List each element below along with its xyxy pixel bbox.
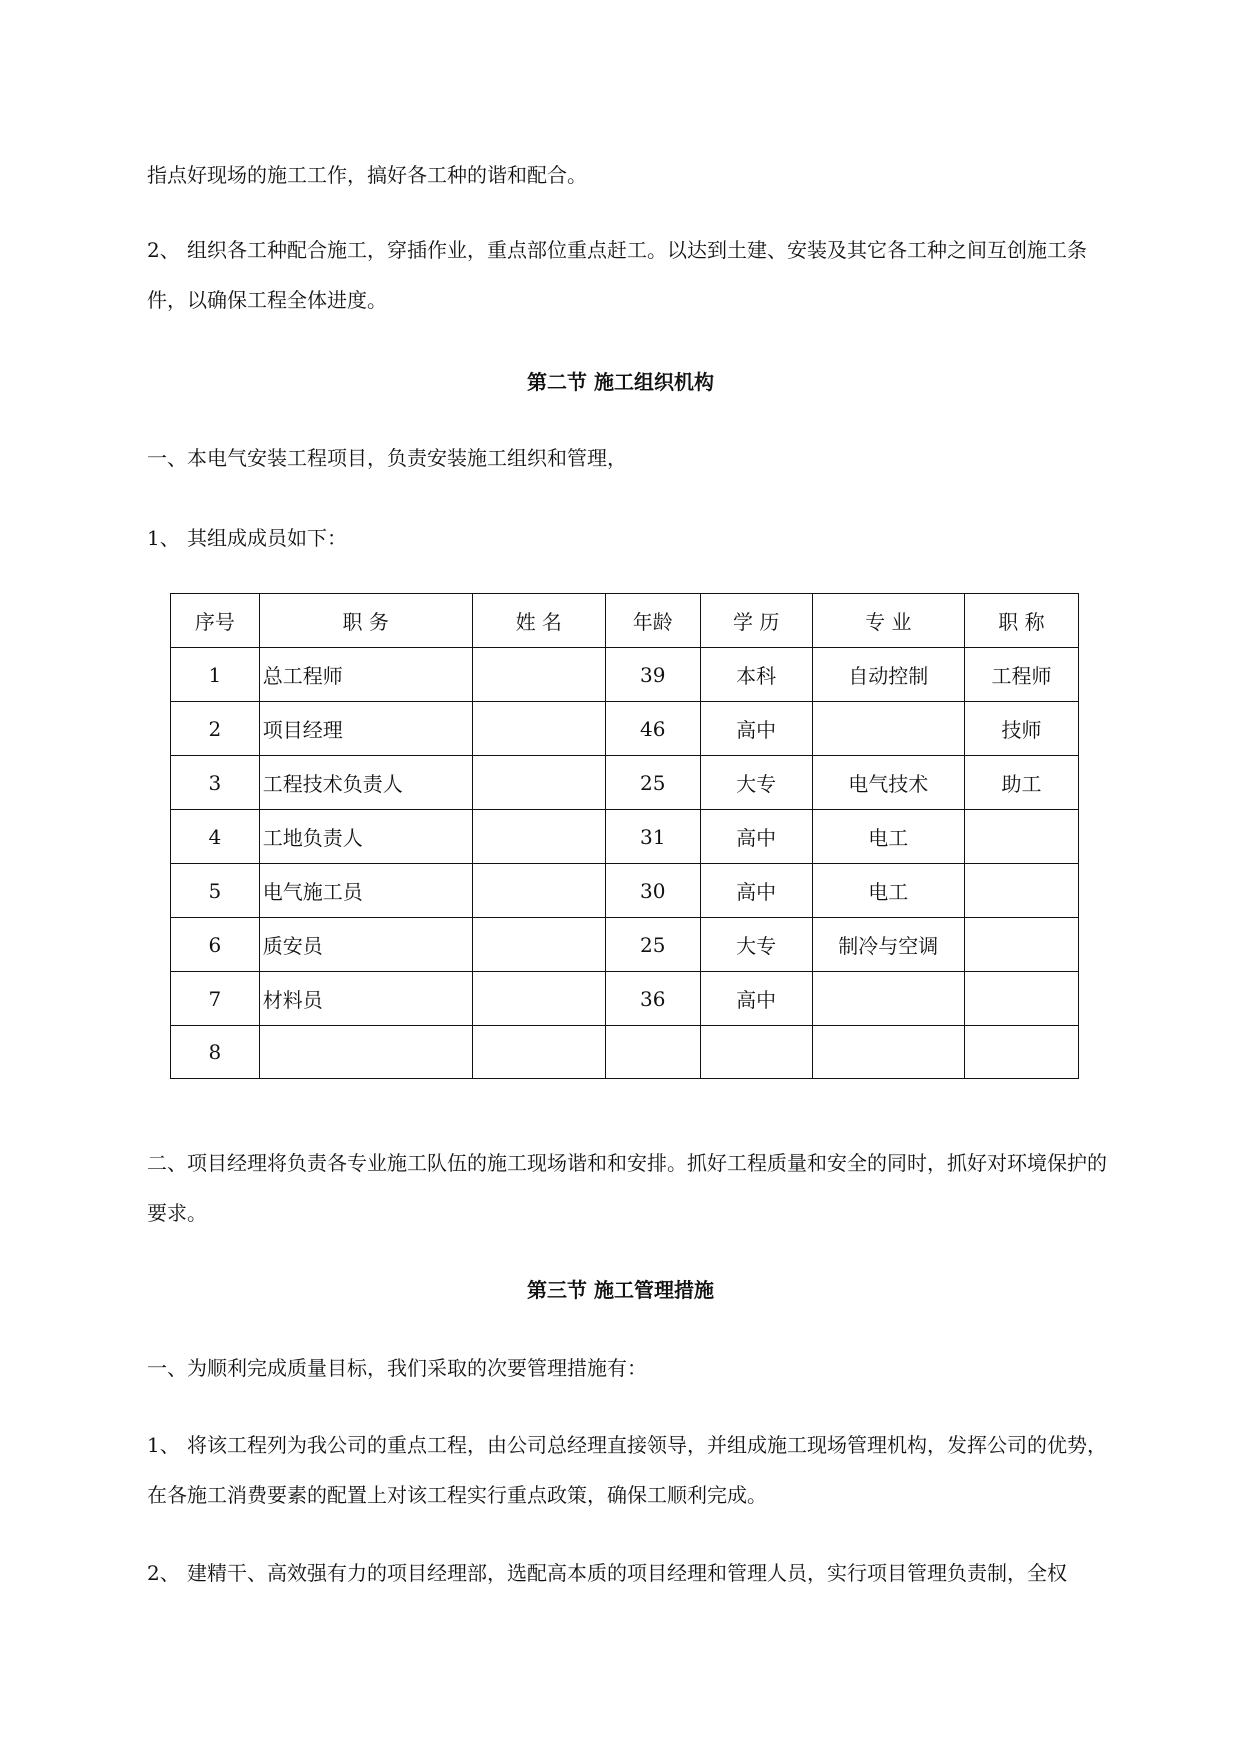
table-cell (472, 648, 605, 702)
header-cell: 序号 (171, 594, 260, 648)
table-cell: 25 (605, 756, 700, 810)
table-row (171, 972, 1079, 1026)
table-cell (472, 918, 605, 972)
table-cell: 6 (171, 918, 260, 972)
table-cell (472, 702, 605, 756)
header-cell: 职 称 (964, 594, 1078, 648)
table-cell (472, 972, 605, 1026)
header-cell: 学 历 (700, 594, 812, 648)
table-cell: 31 (605, 810, 700, 864)
header-cell: 年龄 (605, 594, 700, 648)
header-cell: 职 务 (259, 594, 472, 648)
table-cell: 39 (605, 648, 700, 702)
paragraph-text: 组织各工种配合施工，穿插作业，重点部位重点赶工。以达到土建、安装及其它各工种之间互创施工条件，以确保工程全体进度。 (147, 238, 1087, 312)
table-cell (964, 864, 1078, 918)
table-cell: 25 (605, 918, 700, 972)
table-cell: 8 (171, 1026, 260, 1079)
table-cell: 工程技术负责人 (259, 756, 472, 810)
table-row (171, 810, 1079, 864)
table-cell: 本科 (700, 648, 812, 702)
table-cell (472, 864, 605, 918)
table-cell (259, 1026, 472, 1079)
table-cell: 电气技术 (812, 756, 964, 810)
table-row (171, 1026, 1079, 1079)
table-cell (812, 972, 964, 1026)
table-cell (812, 1026, 964, 1079)
table-cell: 高中 (700, 864, 812, 918)
item-number: 2、 (147, 238, 180, 262)
table-cell: 材料员 (259, 972, 472, 1026)
paragraph-item-one-b (147, 1343, 1107, 1393)
staff-table (170, 593, 1079, 1079)
item-number: 2、 (147, 1561, 180, 1585)
table-cell: 36 (605, 972, 700, 1026)
paragraph-text: 建精干、高效强有力的项目经理部，选配高本质的项目经理和管理人员，实行项目管理负责制，全权 (187, 1561, 1067, 1585)
table-cell: 高中 (700, 810, 812, 864)
table-cell (964, 972, 1078, 1026)
table-cell: 高中 (700, 702, 812, 756)
paragraph-text: 将该工程列为我公司的重点工程，由公司总经理直接领导，并组成施工现场管理机构，发挥公司的优势，在各施工消费要素的配置上对该工程实行重点政策，确保工顺利完成。 (147, 1433, 1107, 1507)
item-number: 1、 (147, 1433, 180, 1457)
table-row (171, 648, 1079, 702)
table-header-row (171, 594, 1079, 648)
item-number: 二、 (147, 1151, 187, 1175)
table-cell: 5 (171, 864, 260, 918)
section-heading-management: 第三节 施工管理措施 (527, 1278, 714, 1302)
table-cell (812, 702, 964, 756)
header-cell: 姓 名 (472, 594, 605, 648)
paragraph-item-two (147, 1138, 1107, 1238)
table-cell: 技师 (964, 702, 1078, 756)
table-cell: 大专 (700, 918, 812, 972)
item-number: 一、 (147, 446, 187, 470)
table-cell: 46 (605, 702, 700, 756)
table-cell (472, 810, 605, 864)
table-cell: 3 (171, 756, 260, 810)
table-row (171, 864, 1079, 918)
paragraph-text: 其组成成员如下： (187, 526, 347, 550)
section-heading-organization: 第二节 施工组织机构 (527, 370, 714, 394)
table-cell: 电工 (812, 864, 964, 918)
table-cell: 高中 (700, 972, 812, 1026)
table-cell (472, 756, 605, 810)
item-number: 1、 (147, 526, 180, 550)
table-cell (700, 1026, 812, 1079)
paragraph-item-1-b (147, 1420, 1107, 1520)
table-row (171, 702, 1079, 756)
table-cell: 助工 (964, 756, 1078, 810)
table-cell (605, 1026, 700, 1079)
table-cell (964, 918, 1078, 972)
item-number: 一、 (147, 1356, 187, 1380)
table-cell: 30 (605, 864, 700, 918)
paragraph-text: 项目经理将负责各专业施工队伍的施工现场谐和和安排。抓好工程质量和安全的同时，抓好对环境保护的要求。 (147, 1151, 1107, 1225)
table-cell (472, 1026, 605, 1079)
table-cell: 1 (171, 648, 260, 702)
paragraph-item-2 (147, 225, 1107, 325)
table-cell: 项目经理 (259, 702, 472, 756)
table-cell (964, 810, 1078, 864)
table-row (171, 756, 1079, 810)
table-cell: 电气施工员 (259, 864, 472, 918)
paragraph-item-one (147, 433, 1107, 483)
table-cell: 工地负责人 (259, 810, 472, 864)
table-cell: 工程师 (964, 648, 1078, 702)
table-cell: 制冷与空调 (812, 918, 964, 972)
paragraph-text: 指点好现场的施工工作，搞好各工种的谐和配合。 (147, 163, 587, 187)
table-cell: 大专 (700, 756, 812, 810)
table-cell: 自动控制 (812, 648, 964, 702)
table-cell: 总工程师 (259, 648, 472, 702)
table-cell: 4 (171, 810, 260, 864)
table-cell: 7 (171, 972, 260, 1026)
table-row (171, 918, 1079, 972)
paragraph-text: 为顺利完成质量目标，我们采取的次要管理措施有： (187, 1356, 647, 1380)
paragraph-text: 本电气安装工程项目，负责安装施工组织和管理， (187, 446, 627, 470)
header-cell: 专 业 (812, 594, 964, 648)
table-cell: 质安员 (259, 918, 472, 972)
table-cell: 2 (171, 702, 260, 756)
paragraph-item-2-b (147, 1548, 1107, 1598)
table-cell: 电工 (812, 810, 964, 864)
table-cell (964, 1026, 1078, 1079)
paragraph-coordination (147, 150, 1107, 200)
paragraph-item-1 (147, 513, 1107, 563)
